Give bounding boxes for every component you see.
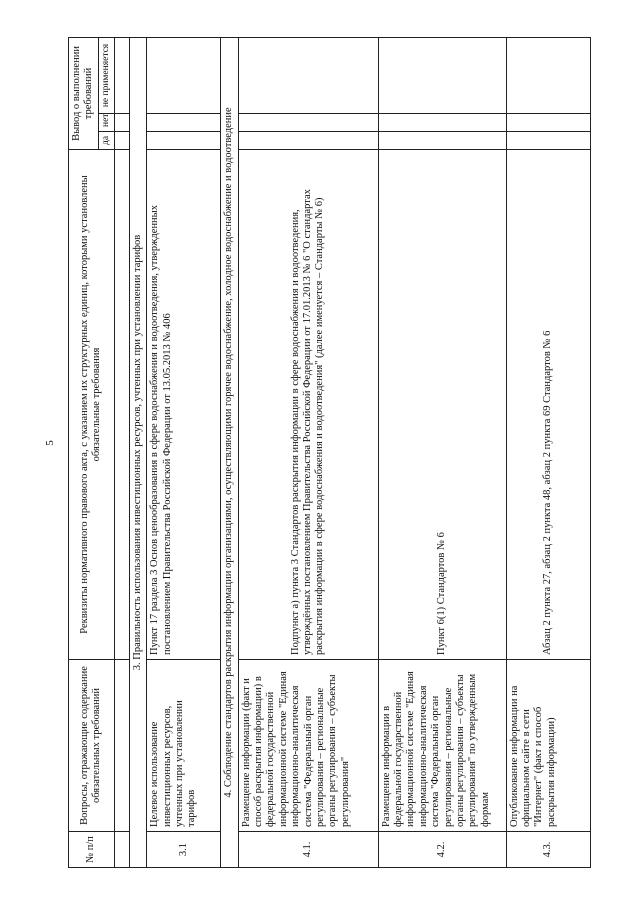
col-conclusion-header: Вывод о выполнении требований — [69, 37, 99, 149]
row-number: 4.3. — [506, 832, 590, 868]
col-question-header: Вопросы, отражающие содержание обязательных требований — [69, 660, 115, 832]
cell-no — [378, 114, 506, 132]
header-row — [69, 37, 99, 867]
row-number: 4.1. — [238, 832, 378, 868]
col-yes-header: да — [98, 132, 114, 150]
cell-no — [238, 114, 378, 132]
section-3-title: 3. Правильность использования инвестиционных ресурсов, учтенных при установлении тарифов — [129, 37, 146, 867]
row-question: Опубликование информации на официальном сайте в сети "Интернет" (факт и способ раскрытия информации) — [506, 660, 590, 832]
col-na-header: не применяется — [98, 37, 114, 113]
table-row — [378, 37, 506, 867]
cell-yes — [147, 132, 221, 150]
section-3-row — [129, 37, 146, 867]
cell-yes — [506, 132, 590, 150]
row-requisites: Пункт 6(1) Стандартов № 6 — [378, 150, 506, 660]
cell-no — [147, 114, 221, 132]
col-no-header: нет — [98, 114, 114, 132]
page-number: 5 — [44, 440, 56, 446]
cell-yes — [238, 132, 378, 150]
section-4-title: 4. Соблюдение стандартов раскрытия информации организациями, осуществляющими горячее водоснабжение, холодное водоснабжение и водоотведение — [221, 37, 238, 867]
row-number: 4.2. — [378, 832, 506, 868]
cell-na — [378, 37, 506, 113]
row-requisites: Пункт 17 раздела 3 Основ ценообразования в сфере водоснабжения и водоотведения, утвержденных постановлением Правительства Российской Федерации от 13.05.2013 № 406 — [147, 150, 221, 660]
row-question: Размещение информации в федеральной государственной информационной системе "Единая информационно-аналитическая система "Федеральный орган регулирования – региональные органы регулирования – субъекты регулирования" по утвержденным формам — [378, 660, 506, 832]
row-question: Размещение информации (факт и способ раскрытия информации) в федеральной государственной информационной системе "Единая информационно-аналитическая система "Федеральный орган регулирования – региональные органы регулирования – субъекты регулирования" — [238, 660, 378, 832]
spacer-row — [114, 37, 129, 867]
cell-no — [506, 114, 590, 132]
row-requisites: Подпункт а) пункта 3 Стандартов раскрытия информации в сфере водоснабжения и водоотведения, утверждённых постановлением Правительства Российской Федерации от 17.01.2013 № 6 "О стандартах раскрытия информации в сфере водоснабжения и водоотведения" (далее именуется – Стандарты № 6) — [238, 150, 378, 660]
cell-na — [506, 37, 590, 113]
table-row — [506, 37, 590, 867]
rotated-table-page — [68, 38, 638, 868]
col-requisites-header: Реквизиты нормативного правового акта, с указанием их структурных единиц, которыми установлены обязательные требования — [69, 150, 115, 660]
row-question: Целевое использование инвестиционных ресурсов, учтенных при установлении тарифов — [147, 660, 221, 832]
row-requisites: Абзац 2 пункта 27, абзац 2 пункта 48, абзац 2 пункта 69 Стандартов № 6 — [506, 150, 590, 660]
table-row — [147, 37, 221, 867]
col-num-header: № п/п — [69, 832, 115, 868]
requirements-table — [68, 37, 591, 868]
section-4-row — [221, 37, 238, 867]
row-number: 3.1 — [147, 832, 221, 868]
table-row — [238, 37, 378, 867]
cell-yes — [378, 132, 506, 150]
cell-na — [238, 37, 378, 113]
cell-na — [147, 37, 221, 113]
